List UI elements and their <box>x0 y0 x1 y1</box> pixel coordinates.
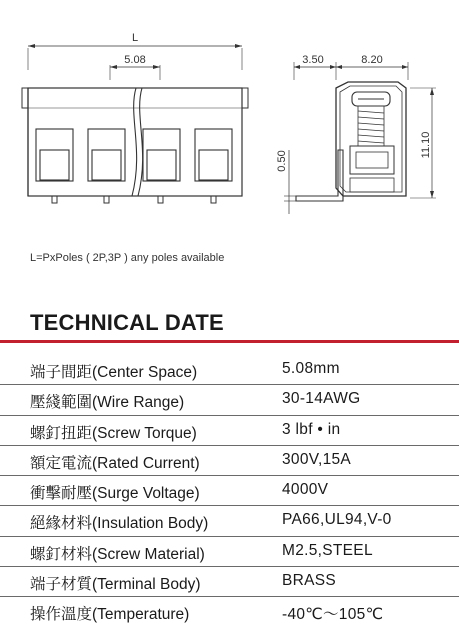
break-line <box>132 88 137 196</box>
section-title: TECHNICAL DATE <box>30 310 224 335</box>
side-view <box>284 62 436 214</box>
spec-label: 螺釘材料(Screw Material) <box>30 545 205 563</box>
spec-row-wire-range <box>0 385 459 415</box>
spec-value: 4000V <box>282 481 329 499</box>
spec-value: M2.5,STEEL <box>282 541 373 559</box>
pins <box>52 196 216 203</box>
dim-label-3-50: 3.50 <box>302 54 324 66</box>
dim-label-0-50: 0.50 <box>276 150 288 172</box>
spec-row-screw-material <box>0 537 459 567</box>
dim-label-11-10: 11.10 <box>420 131 432 159</box>
spec-table <box>0 355 459 627</box>
spec-row-rated-current <box>0 446 459 476</box>
wire-openings <box>36 129 232 181</box>
spec-label: 螺釘扭距(Screw Torque) <box>30 424 197 442</box>
spec-value: 300V,15A <box>282 450 352 468</box>
dim-label-8-20: 8.20 <box>361 54 383 66</box>
spec-label: 衝擊耐壓(Surge Voltage) <box>30 485 200 503</box>
spec-value: 3 lbf • in <box>282 420 341 438</box>
spec-row-center-space <box>0 355 459 385</box>
spec-value: 5.08mm <box>282 360 340 377</box>
spec-value: BRASS <box>282 572 337 590</box>
spec-row-screw-torque <box>0 416 459 446</box>
spec-label: 額定電流(Rated Current) <box>30 454 200 472</box>
technical-drawing <box>0 0 459 230</box>
spec-value: 30-14AWG <box>282 390 361 408</box>
spec-row-surge-voltage <box>0 476 459 506</box>
spec-label: 絕緣材料(Insulation Body) <box>30 515 209 533</box>
spec-row-terminal-body <box>0 567 459 597</box>
spec-label: 端子間距(Center Space) <box>30 364 198 381</box>
screw-thread <box>358 106 384 146</box>
spec-value: PA66,UL94,V-0 <box>282 511 392 529</box>
spec-row-insulation-body <box>0 506 459 536</box>
front-view <box>22 44 248 203</box>
title-divider <box>0 340 459 343</box>
drawing-labels <box>124 32 432 172</box>
spec-label: 壓綫範圍(Wire Range) <box>30 394 185 412</box>
spec-label: 端子材質(Terminal Body) <box>30 576 201 594</box>
spec-row-temperature <box>0 597 459 626</box>
dim-label-pitch: 5.08 <box>124 54 146 66</box>
spec-value: -40℃～105℃ <box>282 606 384 624</box>
dim-label-l: L <box>131 32 139 44</box>
spec-label: 操作溫度(Temperature) <box>30 606 190 624</box>
poles-note: L=PxPoles ( 2P,3P ) any poles available <box>30 252 225 264</box>
